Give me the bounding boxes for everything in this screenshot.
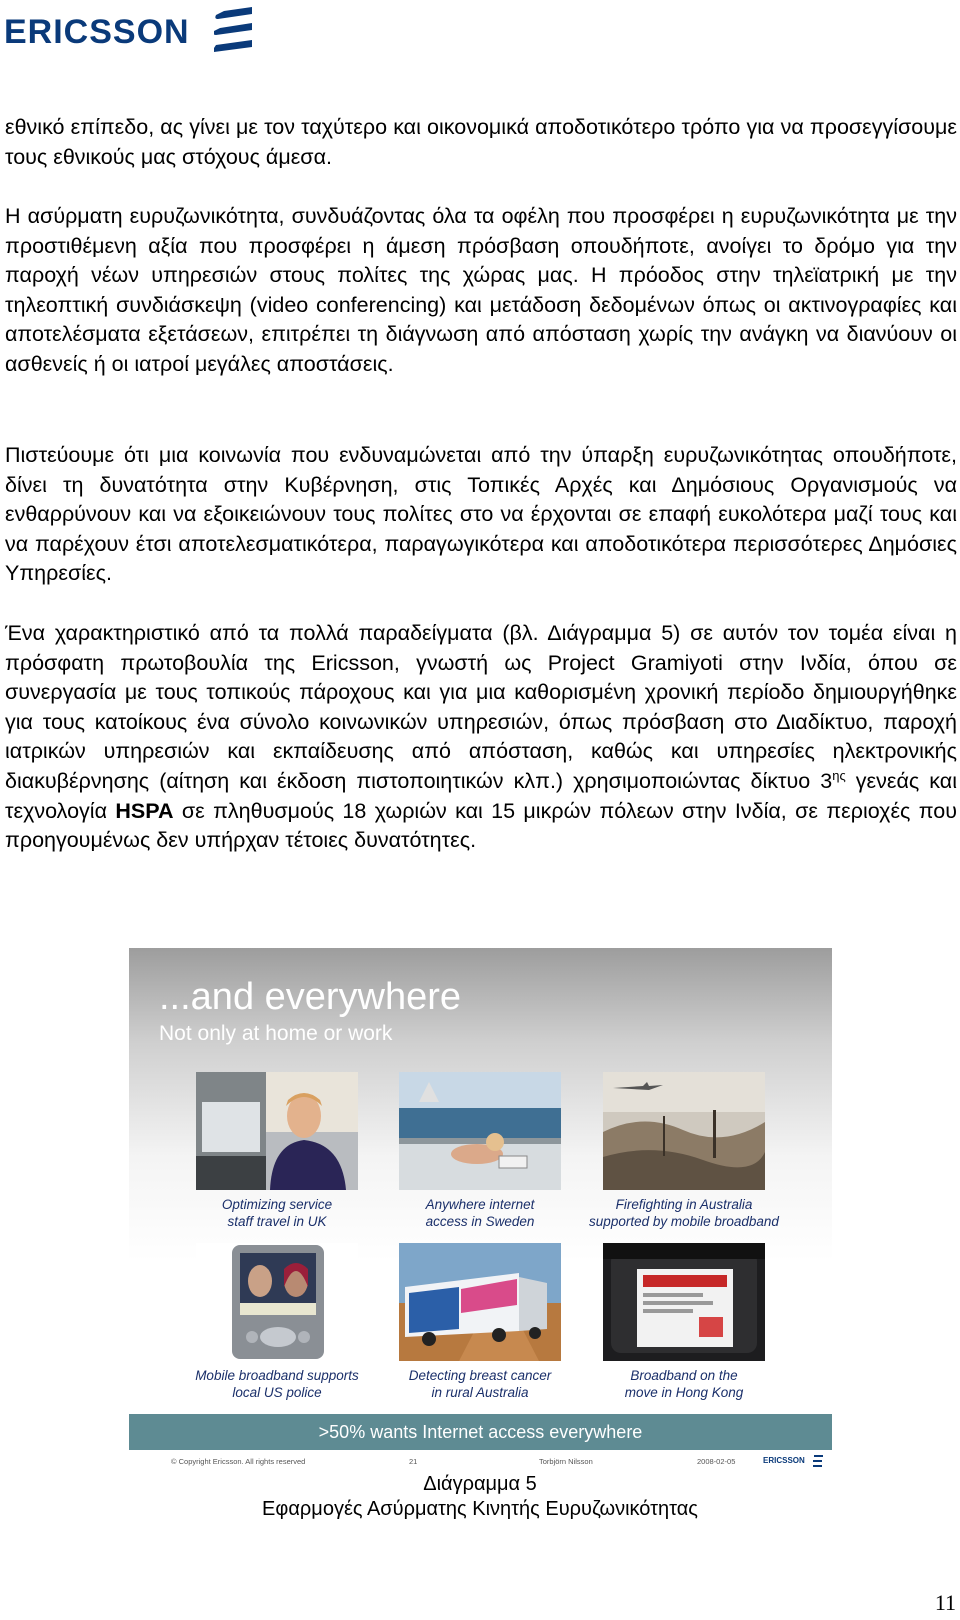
tile-hongkong-caption — [579, 1367, 789, 1401]
page-number: 11 — [934, 1590, 956, 1615]
slide-figure — [129, 948, 832, 1470]
slide-footer — [129, 1454, 832, 1470]
tile-sweden-internet — [399, 1072, 561, 1229]
caption-line-1: Optimizing service — [221, 1197, 333, 1212]
tile-breast-cancer — [399, 1243, 561, 1400]
figure-title: Εφαρμογές Ασύρματης Κινητής Ευρυζωνικότητας — [262, 1498, 698, 1520]
paragraph-4-part-b: γενεάς και τεχνολογία — [5, 768, 957, 823]
paragraph-4 — [5, 619, 957, 856]
caption-line-1: Mobile broadband supports — [195, 1368, 359, 1383]
paragraph-2-text: Η ασύρματη ευρυζωνικότητα, συνδυάζοντας όλα τα οφέλη που προσφέρει η ευρυζωνικότητα με την προστιθέμενη αξία που προσφέρει η άμεση πρόσβαση οπουδήποτε, ανοίγει το δρόμο για την παροχή νέων υπηρεσιών στους πολίτες της χώρας μας. Η πρόοδος στην τηλεϊατρική με την τηλεοπτική συνδιάσκεψη (video conferencing) και μετάδοση δεδομένων όπως οι ακτινογραφίες και αποτελέσματα εξετάσεων, επιτρέπει τη διάγνωση από απόσταση χωρίς την ανάγκη να διανύουν οι ασθενείς ή οι ιατροί μεγάλες αποστάσεις. — [5, 204, 957, 376]
caption-line-2: move in Hong Kong — [624, 1385, 744, 1400]
slide-footer-page: 21 — [409, 1457, 418, 1466]
tile-firefighting-caption — [579, 1196, 789, 1230]
photo-screening-truck — [399, 1243, 561, 1361]
slide-subtitle: Not only at home or work — [159, 1022, 393, 1045]
paragraph-2 — [5, 202, 957, 380]
tile-australia-firefighting — [589, 1072, 779, 1229]
photo-firefighting-plane — [603, 1072, 765, 1190]
paragraph-3 — [5, 441, 957, 589]
slide-banner: >50% wants Internet access everywhere — [129, 1414, 832, 1450]
tile-cancer-caption — [375, 1367, 585, 1401]
figure-label: Διάγραμμα 5 — [423, 1473, 537, 1495]
photo-service-worker — [196, 1072, 358, 1190]
ericsson-logo — [4, 6, 254, 58]
photo-bus-seat-screen — [603, 1243, 765, 1361]
ordinal-superscript: ης — [832, 767, 846, 783]
caption-line-1: Firefighting in Australia — [615, 1197, 753, 1212]
caption-line-1: Broadband on the — [630, 1368, 738, 1383]
slide-title: ...and everywhere — [159, 976, 462, 1018]
slide-footer-author: Torbjörn Nilsson — [539, 1457, 593, 1466]
paragraph-3-text: Πιστεύουμε ότι μια κοινωνία που ενδυναμώνεται από την ύπαρξη ευρυζωνικότητας οπουδήποτε, δίνει τη δυνατότητα στην Κυβέρνηση, στις Τοπικές Αρχές και Δημόσιους Οργανισμούς να ενθαρρύνουν και να εξοικειώνουν τους πολίτες στο να έρχονται σε επαφή ευκολότερα μαζί τους και να παρέχουν έτσι αποτελεσματικότερα, παραγωγικότερα και αποδοτικότερα περισσότερες Δημόσιες Υπηρεσίες. — [5, 443, 957, 586]
paragraph-4-part-a: Ένα χαρακτηριστικό από τα πολλά παραδείγματα (βλ. Διάγραμμα 5) σε αυτόν τον τομέα είναι η πρόσφατη πρωτοβουλία της Ericsson, γνωστή ως Project Gramiyoti στην Ινδία, όπου σε συνεργασία με τους τοπικούς πάροχους και για μια καθορισμένη χρονική περίοδο δημιουργήθηκε για τους κατοίκους ένα σύνολο κοινωνικών υπηρεσιών, όπως πρόσβαση στο Διαδίκτυο, παροχή ιατρικών υπηρεσιών και εκπαίδευσης από απόσταση, καθώς και υπηρεσίες ηλεκτρονικής διακυβέρνησης (αίτηση και έκδοση πιστοποιητικών κλπ.) χρησιμοποιώντας δίκτυο 3 — [5, 621, 957, 793]
paragraph-1 — [5, 113, 957, 172]
tile-sweden-caption — [375, 1196, 585, 1230]
ericsson-stripes-icon — [813, 1455, 823, 1467]
tile-uk-service — [196, 1072, 358, 1229]
caption-line-1: Anywhere internet — [425, 1197, 535, 1212]
caption-line-2: staff travel in UK — [227, 1214, 327, 1229]
slide-footer-logo: ERICSSON — [763, 1456, 805, 1465]
caption-line-2: local US police — [232, 1385, 322, 1400]
paragraph-4-text — [5, 619, 957, 856]
tile-uk-caption — [172, 1196, 382, 1230]
tile-police-caption — [172, 1367, 382, 1401]
photo-boat-laptop — [399, 1072, 561, 1190]
tile-us-police — [195, 1243, 359, 1400]
caption-line-1: Detecting breast cancer — [408, 1368, 552, 1383]
logo-text: ERICSSON — [4, 12, 190, 51]
slide-footer-date: 2008-02-05 — [697, 1457, 736, 1466]
caption-line-2: supported by mobile broadband — [589, 1214, 779, 1229]
photo-police-pda — [196, 1243, 358, 1361]
paragraph-4-part-c: σε πληθυσμούς 18 χωριών και 15 μικρών πόλεων στην Ινδία, σε περιοχές που προηγουμένως δεν υπήρχαν τέτοιες δυνατότητες. — [5, 798, 957, 853]
caption-line-2: in rural Australia — [431, 1385, 529, 1400]
paragraph-1-text: εθνικό επίπεδο, ας γίνει με τον ταχύτερο και οικονομικά αποδοτικότερο τρόπο για να προσεγγίσουμε τους εθνικούς μας στόχους άμεσα. — [5, 115, 957, 169]
ericsson-stripes-icon — [214, 7, 254, 57]
hspa-term: HSPA — [115, 798, 174, 823]
tile-hong-kong — [603, 1243, 765, 1400]
caption-line-2: access in Sweden — [425, 1214, 535, 1229]
slide-footer-copyright: © Copyright Ericsson. All rights reserved — [171, 1457, 306, 1466]
